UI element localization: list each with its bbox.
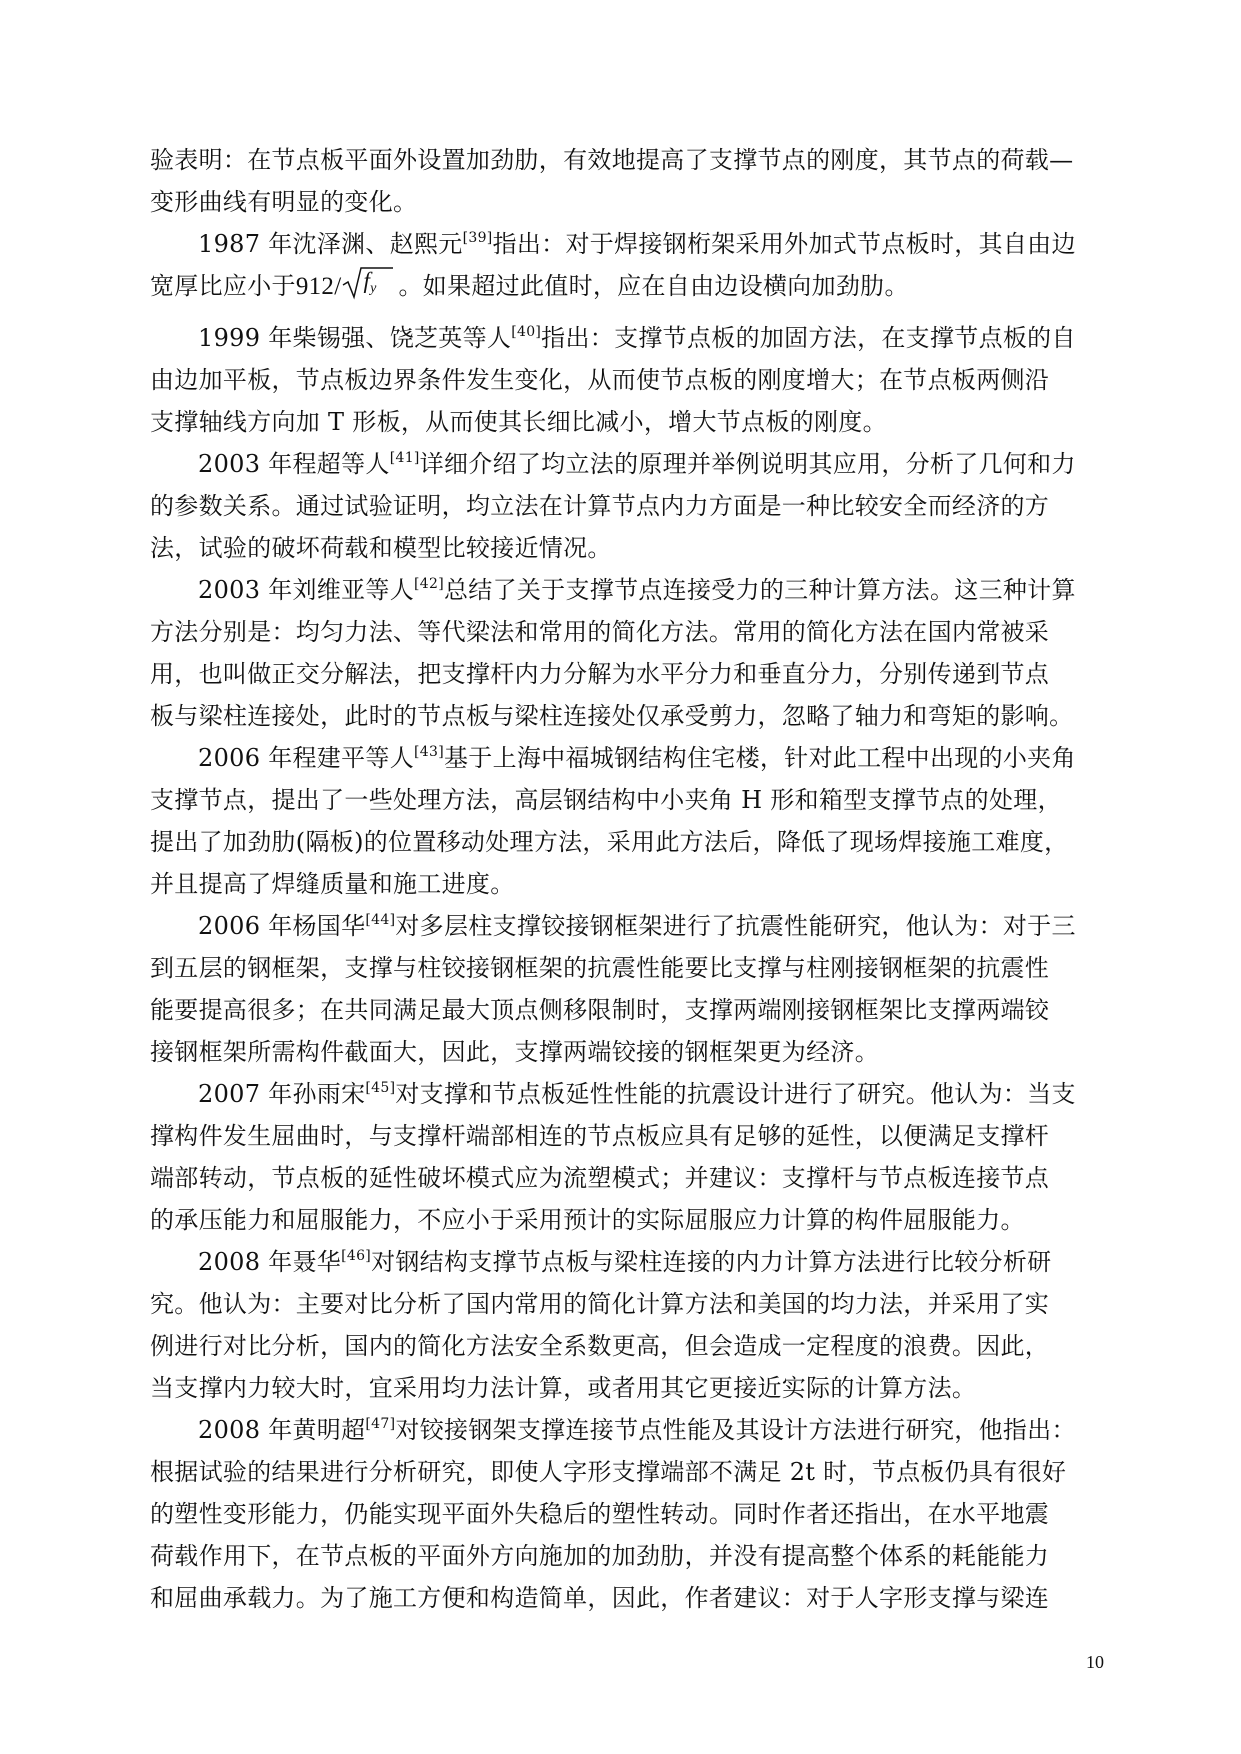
text-line	[150, 737, 1110, 779]
citation-ref[interactable]: [46]	[341, 1248, 372, 1264]
text-run: 宽厚比应小于	[150, 272, 296, 300]
formula-coefficient: 912/	[295, 273, 342, 300]
radicand-variable: f	[363, 268, 371, 293]
radicand	[363, 266, 376, 304]
paragraph	[150, 139, 1110, 223]
text-run: 总结了关于支撑节点连接受力的三种计算方法。这三种计算	[443, 576, 1076, 604]
text-line	[150, 1073, 1110, 1115]
text-line: 到五层的钢框架，支撑与柱铰接钢框架的抗震性能要比支撑与柱刚接钢框架的抗震性	[150, 954, 1050, 982]
text-run: 。如果超过此值时，应在自由边设横向加劲肋。	[398, 272, 909, 300]
text-line	[150, 223, 1110, 265]
citation-ref[interactable]: [41]	[389, 450, 420, 466]
text-run: 指出：支撑节点板的加固方法，在支撑节点板的自	[541, 324, 1076, 352]
text-line: 并且提高了焊缝质量和施工进度。	[150, 870, 515, 898]
paragraph	[150, 1073, 1110, 1241]
citation-ref[interactable]: [42]	[414, 576, 444, 592]
page-number: 10	[1086, 1652, 1104, 1672]
text-line: 荷载作用下，在节点板的平面外方向施加的加劲肋，并没有提高整个体系的耗能能力	[150, 1542, 1050, 1570]
text-run: 基于上海中福城钢结构住宅楼，针对此工程中出现的小夹角	[443, 744, 1076, 772]
text-line	[150, 265, 1110, 307]
text-run: 2006 年杨国华	[198, 912, 366, 940]
text-line: 板与梁柱连接处，此时的节点板与梁柱连接处仅承受剪力，忽略了轴力和弯矩的影响。	[150, 702, 1074, 730]
paragraph	[150, 443, 1110, 569]
citation-ref[interactable]: [43]	[414, 744, 444, 760]
text-line	[150, 1409, 1110, 1451]
math-formula	[296, 266, 399, 307]
text-line: 究。他认为：主要对比分析了国内常用的简化计算方法和美国的均力法，并采用了实	[150, 1290, 1050, 1318]
sqrt-radical	[342, 266, 394, 300]
text-line: 用，也叫做正交分解法，把支撑杆内力分解为水平分力和垂直分力，分别传递到节点	[150, 660, 1050, 688]
citation-ref[interactable]: [45]	[365, 1080, 396, 1096]
text-run: 2003 年刘维亚等人	[198, 576, 415, 604]
text-line: 根据试验的结果进行分析研究，即使人字形支撑端部不满足 2t 时，节点板仍具有很好	[150, 1458, 1067, 1486]
text-line: 支撑节点，提出了一些处理方法，高层钢结构中小夹角 H 形和箱型支撑节点的处理，	[150, 786, 1062, 814]
text-run: 对铰接钢架支撑连接节点性能及其设计方法进行研究，他指出：	[395, 1416, 1076, 1444]
citation-ref[interactable]: [40]	[511, 324, 542, 340]
text-line	[150, 569, 1110, 611]
text-line: 端部转动，节点板的延性破坏模式应为流塑模式；并建议：支撑杆与节点板连接节点	[150, 1164, 1050, 1192]
text-run: 指出：对于焊接钢桁架采用外加式节点板时，其自由边	[492, 230, 1076, 258]
citation-ref[interactable]: [47]	[365, 1416, 396, 1432]
text-line	[150, 1241, 1110, 1283]
text-line: 能要提高很多；在共同满足最大顶点侧移限制时，支撑两端刚接钢框架比支撑两端铰	[150, 996, 1050, 1024]
text-run: 详细介绍了均立法的原理并举例说明其应用，分析了几何和力	[419, 450, 1076, 478]
text-line	[150, 317, 1110, 359]
text-line	[150, 905, 1110, 947]
text-line: 当支撑内力较大时，宜采用均力法计算，或者用其它更接近实际的计算方法。	[150, 1374, 977, 1402]
paragraph	[150, 223, 1110, 307]
text-line: 撑构件发生屈曲时，与支撑杆端部相连的节点板应具有足够的延性，以便满足支撑杆	[150, 1122, 1050, 1150]
text-line: 变形曲线有明显的变化。	[150, 188, 418, 216]
text-line: 的参数关系。通过试验证明，均立法在计算节点内力方面是一种比较安全而经济的方	[150, 492, 1050, 520]
text-run: 2003 年程超等人	[198, 450, 390, 478]
text-run: 2007 年孙雨宋	[198, 1080, 366, 1108]
text-line: 例进行对比分析，国内的简化方法安全系数更高，但会造成一定程度的浪费。因此，	[150, 1332, 1050, 1360]
paragraph	[150, 737, 1110, 905]
paragraph	[150, 569, 1110, 737]
text-line: 的塑性变形能力，仍能实现平面外失稳后的塑性转动。同时作者还指出，在水平地震	[150, 1500, 1050, 1528]
text-line: 方法分别是：均匀力法、等代梁法和常用的简化方法。常用的简化方法在国内常被采	[150, 618, 1050, 646]
paragraph	[150, 905, 1110, 1073]
citation-ref[interactable]: [39]	[462, 230, 493, 246]
text-line: 法，试验的破坏荷载和模型比较接近情况。	[150, 534, 612, 562]
citation-ref[interactable]: [44]	[365, 912, 396, 928]
text-line: 由边加平板，节点板边界条件发生变化，从而使节点板的刚度增大；在节点板两侧沿	[150, 366, 1050, 394]
text-line: 的承压能力和屈服能力，不应小于采用预计的实际屈服应力计算的构件屈服能力。	[150, 1206, 1025, 1234]
paragraph	[150, 317, 1110, 443]
text-line	[150, 443, 1110, 485]
text-run: 1987 年沈泽渊、赵熙元	[198, 230, 463, 258]
text-line: 提出了加劲肋(隔板)的位置移动处理方法，采用此方法后，降低了现场焊接施工难度，	[150, 828, 1069, 856]
text-run: 2008 年黄明超	[198, 1416, 366, 1444]
text-run: 对支撑和节点板延性性能的抗震设计进行了研究。他认为：当支	[395, 1080, 1076, 1108]
paragraph	[150, 1409, 1110, 1619]
text-run: 2006 年程建平等人	[198, 744, 415, 772]
radicand-subscript: y	[370, 281, 377, 296]
text-line: 和屈曲承载力。为了施工方便和构造简单，因此，作者建议：对于人字形支撑与梁连	[150, 1584, 1050, 1612]
text-line: 接钢框架所需构件截面大，因此，支撑两端铰接的钢框架更为经济。	[150, 1038, 879, 1066]
page-body	[150, 139, 1110, 1619]
paragraph	[150, 1241, 1110, 1409]
text-run: 对多层柱支撑铰接钢框架进行了抗震性能研究，他认为：对于三	[395, 912, 1076, 940]
text-run: 对钢结构支撑节点板与梁柱连接的内力计算方法进行比较分析研	[371, 1248, 1052, 1276]
text-line: 验表明：在节点板平面外设置加劲肋，有效地提高了支撑节点的刚度，其节点的荷载—	[150, 146, 1074, 174]
text-run: 2008 年聂华	[198, 1248, 342, 1276]
text-line: 支撑轴线方向加 T 形板，从而使其长细比减小，增大节点板的刚度。	[150, 408, 887, 436]
text-run: 1999 年柴锡强、饶芝英等人	[198, 324, 512, 352]
